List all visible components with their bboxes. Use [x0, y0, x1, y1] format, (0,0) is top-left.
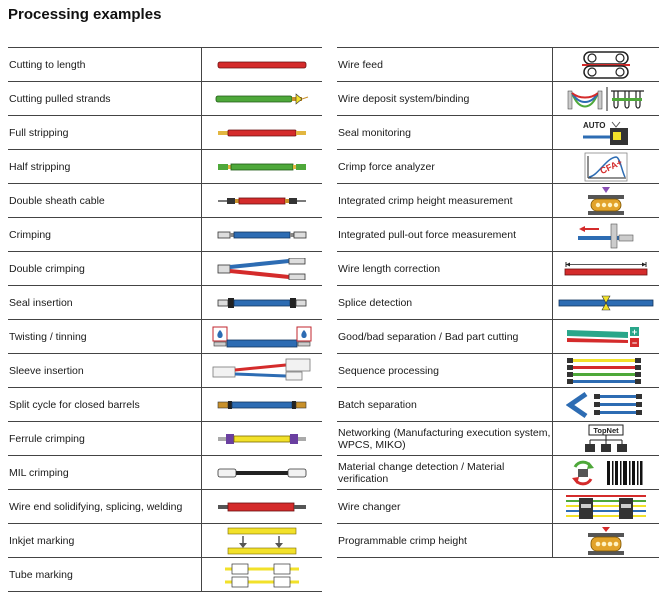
pull-out-force-icon	[553, 218, 659, 251]
topnet-label: TopNet	[593, 425, 619, 435]
table-row	[8, 456, 322, 490]
row-label: Twisting / tinning	[9, 330, 87, 343]
table-row	[337, 116, 659, 150]
good-plus-label: +	[631, 326, 638, 337]
row-label: Wire length correction	[338, 262, 441, 275]
sleeve-insertion-icon	[202, 354, 322, 387]
left-processing-table	[8, 47, 322, 592]
row-label: Seal monitoring	[338, 126, 411, 139]
row-label: Ferrule crimping	[9, 432, 85, 445]
ferrule-crimp-icon	[202, 422, 322, 455]
wire-changer-icon	[553, 490, 659, 523]
row-label: Cutting pulled strands	[9, 92, 111, 105]
split-cycle-wire-icon	[202, 388, 322, 421]
row-label: Batch separation	[338, 398, 417, 411]
red-wire-cut-icon	[202, 48, 322, 81]
table-row	[8, 48, 322, 82]
half-strip-wire-icon	[202, 150, 322, 183]
crimp-force-analyzer-icon	[553, 150, 659, 183]
table-row	[337, 252, 659, 286]
table-row	[8, 320, 322, 354]
batch-separation-icon	[553, 388, 659, 421]
table-row	[337, 388, 659, 422]
table-row	[8, 422, 322, 456]
row-label: Wire end solidifying, splicing, welding	[9, 500, 183, 513]
bad-minus-label: −	[631, 337, 638, 348]
row-label: Double sheath cable	[9, 194, 105, 207]
table-row	[8, 150, 322, 184]
table-row	[8, 558, 322, 592]
row-label: Double crimping	[9, 262, 85, 275]
sequence-processing-icon	[553, 354, 659, 387]
twist-tin-wire-icon	[202, 320, 322, 353]
row-label: Inkjet marking	[9, 534, 75, 547]
row-label: Full stripping	[9, 126, 69, 139]
table-row	[8, 82, 322, 116]
table-row	[337, 422, 659, 456]
table-row	[337, 456, 659, 490]
wire-feed-icon	[553, 48, 659, 81]
right-processing-table	[337, 47, 659, 558]
table-row	[337, 48, 659, 82]
row-label: Crimping	[9, 228, 52, 241]
programmable-crimp-icon	[553, 524, 659, 557]
row-label: Material change detection / Material verification	[338, 460, 505, 485]
table-row	[337, 150, 659, 184]
table-row	[8, 524, 322, 558]
wire-deposit-icon	[553, 82, 659, 115]
row-label: Integrated pull-out force measurement	[338, 228, 517, 241]
crimp-wire-icon	[202, 218, 322, 251]
networking-icon	[553, 422, 659, 455]
auto-label: AUTO	[583, 120, 606, 130]
double-crimp-wire-icon	[202, 252, 322, 285]
table-row	[337, 286, 659, 320]
seal-insertion-wire-icon	[202, 286, 322, 319]
row-label: Cutting to length	[9, 58, 86, 71]
table-row	[337, 82, 659, 116]
table-row	[337, 184, 659, 218]
table-row	[8, 490, 322, 524]
crimp-height-icon	[553, 184, 659, 217]
row-label: Crimp force analyzer	[338, 160, 435, 173]
material-change-icon	[553, 456, 659, 489]
table-row	[8, 218, 322, 252]
row-label: Tube marking	[9, 568, 73, 581]
splice-detection-icon	[553, 286, 659, 319]
green-wire-strands-icon	[202, 82, 322, 115]
row-label: Sleeve insertion	[9, 364, 84, 377]
page-title: Processing examples	[8, 6, 162, 23]
table-row	[8, 388, 322, 422]
table-row	[8, 116, 322, 150]
table-row	[8, 252, 322, 286]
row-label: Integrated crimp height measurement	[338, 194, 513, 207]
row-label: Half stripping	[9, 160, 71, 173]
row-label: Good/bad separation / Bad part cutting	[338, 330, 519, 343]
row-label: Wire deposit system/binding	[338, 92, 470, 105]
wire-length-icon	[553, 252, 659, 285]
row-label: Wire changer	[338, 500, 401, 513]
cfa-label: CFA+	[598, 156, 624, 176]
table-row	[337, 490, 659, 524]
table-row	[337, 524, 659, 558]
row-label: Wire feed	[338, 58, 383, 71]
table-row	[8, 286, 322, 320]
double-sheath-cable-icon	[202, 184, 322, 217]
table-row	[8, 184, 322, 218]
full-strip-wire-icon	[202, 116, 322, 149]
row-label: Split cycle for closed barrels	[9, 398, 140, 411]
tube-marking-icon	[202, 558, 322, 591]
row-label: Seal insertion	[9, 296, 73, 309]
wire-end-weld-icon	[202, 490, 322, 523]
good-bad-separation-icon	[553, 320, 659, 353]
row-label: Sequence processing	[338, 364, 439, 377]
row-label: MIL crimping	[9, 466, 69, 479]
row-label: Programmable crimp height	[338, 534, 467, 547]
table-row	[337, 320, 659, 354]
row-label: Networking (Manufacturing execution system, WPCS, MIKO)	[338, 426, 551, 451]
table-row	[337, 218, 659, 252]
inkjet-marking-icon	[202, 524, 322, 557]
table-row	[8, 354, 322, 388]
row-label: Splice detection	[338, 296, 413, 309]
seal-monitoring-icon	[553, 116, 659, 149]
table-row	[337, 354, 659, 388]
mil-crimp-icon	[202, 456, 322, 489]
